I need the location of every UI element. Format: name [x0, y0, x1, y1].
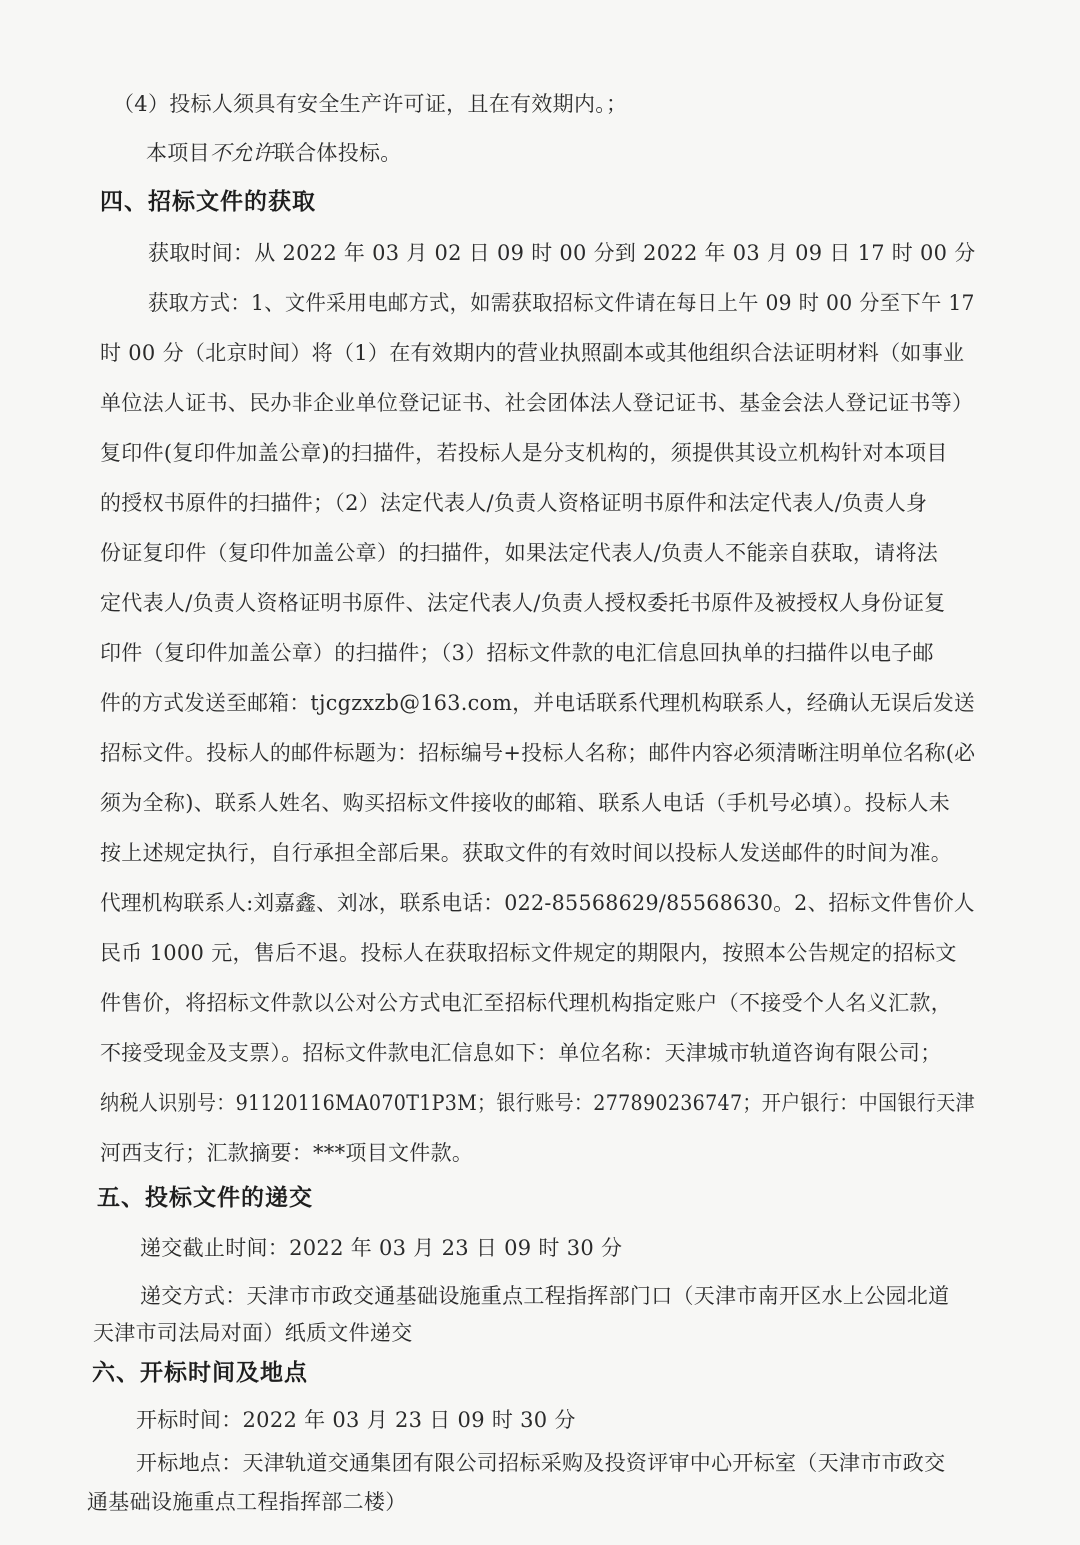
method-line: 印件（复印件加盖公章）的扫描件；（3）招标文件款的电汇信息回执单的扫描件以电子邮 [100, 641, 934, 665]
joint-bid-note [146, 138, 402, 168]
section-4-heading: 四、招标文件的获取 [100, 189, 316, 215]
method-line: 招标文件。投标人的邮件标题为：招标编号+投标人名称；邮件内容必须清晰注明单位名称(必 [100, 741, 976, 765]
submission-deadline: 递交截止时间：2022 年 03 月 23 日 09 时 30 分 [140, 1236, 623, 1260]
joint-bid-prefix: 本项目 [146, 141, 210, 165]
requirement-item-4: （4）投标人须具有安全生产许可证，且在有效期内。； [113, 92, 628, 116]
method-line: 复印件(复印件加盖公章)的扫描件，若投标人是分支机构的，须提供其设立机构针对本项目 [100, 441, 948, 465]
method-line: 民币 1000 元，售后不退。投标人在获取招标文件规定的期限内，按照本公告规定的招标文 [100, 941, 957, 965]
opening-time: 开标时间：2022 年 03 月 23 日 09 时 30 分 [136, 1408, 576, 1432]
method-line: 按上述规定执行，自行承担全部后果。获取文件的有效时间以投标人发送邮件的时间为准。 [100, 841, 952, 865]
opening-place-line: 通基础设施重点工程指挥部二楼） [87, 1490, 407, 1514]
method-line: 获取方式：1、文件采用电邮方式，如需获取招标文件请在每日上午 09 时 00 分至下午 17 [148, 291, 975, 315]
joint-bid-emphasis: 不允许 [209, 141, 274, 165]
method-line-bank: 纳税人识别号：91120116MA070T1P3M；银行账号：277890236747；开户银行：中国银行天津 [100, 1091, 975, 1115]
acquisition-time: 获取时间：从 2022 年 03 月 02 日 09 时 00 分到 2022 年 03 月 09 日 17 时 00 分 [148, 241, 976, 265]
joint-bid-suffix: 联合体投标。 [273, 141, 402, 165]
section-6-heading: 六、开标时间及地点 [92, 1360, 308, 1386]
submission-method-line: 递交方式：天津市市政交通基础设施重点工程指挥部门口（天津市南开区水上公园北道 [140, 1284, 950, 1308]
method-line: 件售价，将招标文件款以公对公方式电汇至招标代理机构指定账户（不接受个人名义汇款， [100, 991, 952, 1015]
method-line: 的授权书原件的扫描件；（2）法定代表人/负责人资格证明书原件和法定代表人/负责人身 [100, 491, 928, 515]
opening-place-line: 开标地点：天津轨道交通集团有限公司招标采购及投资评审中心开标室（天津市市政交 [136, 1451, 946, 1475]
method-line-email: 件的方式发送至邮箱：tjcgzxzb@163.com，并电话联系代理机构联系人，经确认无误后发送 [100, 691, 976, 715]
method-line: 份证复印件（复印件加盖公章）的扫描件，如果法定代表人/负责人不能亲自获取，请将法 [100, 541, 939, 565]
method-line-contact: 代理机构联系人:刘嘉鑫、刘冰，联系电话：022-85568629/85568630。2、招标文件售价人 [100, 891, 975, 915]
method-line: 时 00 分（北京时间）将（1）在有效期内的营业执照副本或其他组织合法证明材料（如事业 [100, 341, 965, 365]
method-line: 定代表人/负责人资格证明书原件、法定代表人/负责人授权委托书原件及被授权人身份证复 [100, 591, 946, 615]
section-5-heading: 五、投标文件的递交 [97, 1185, 313, 1211]
method-line: 须为全称)、联系人姓名、购买招标文件接收的邮箱、联系人电话（手机号必填）。投标人未 [100, 791, 950, 815]
method-line: 单位法人证书、民办非企业单位登记证书、社会团体法人登记证书、基金会法人登记证书等） [100, 391, 974, 415]
method-line: 河西支行；汇款摘要：***项目文件款。 [100, 1141, 474, 1165]
method-line: 不接受现金及支票）。招标文件款电汇信息如下：单位名称：天津城市轨道咨询有限公司； [100, 1041, 942, 1065]
submission-method-line: 天津市司法局对面）纸质文件递交 [93, 1321, 413, 1345]
